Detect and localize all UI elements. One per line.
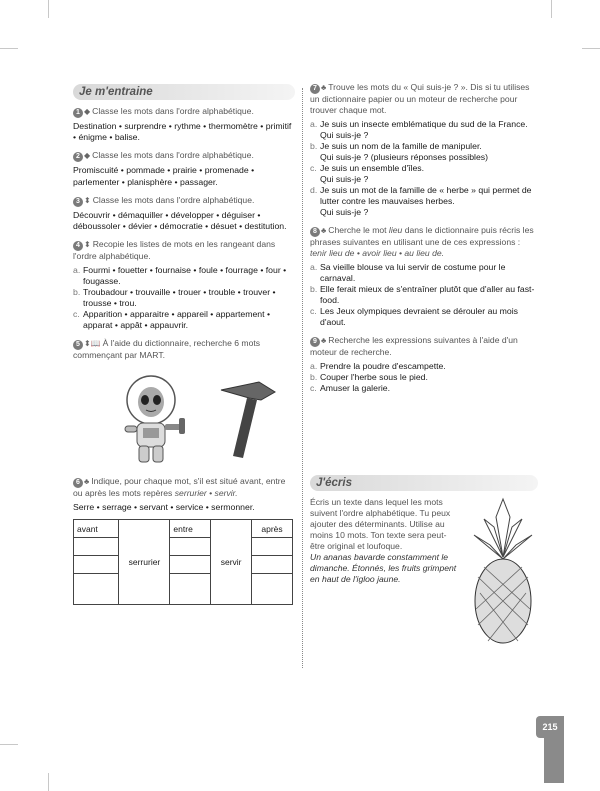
hammer-illustration	[213, 378, 283, 468]
section-banner: J'écris	[310, 475, 538, 491]
level-icon: ⬍	[84, 240, 91, 250]
exercise-number: 6	[73, 478, 83, 488]
item-question: Qui suis-je ?	[320, 174, 369, 184]
item-text: Je suis un mot de la famille de « herbe » qui permet de lutter contre les mauvaises herbes.	[320, 185, 532, 206]
jecris-section	[310, 475, 538, 585]
exercise-6	[73, 476, 295, 605]
item-text: Couper l'herbe sous le pied.	[320, 372, 428, 382]
table-cell[interactable]	[74, 556, 119, 574]
exercise-2	[73, 150, 295, 187]
item-letter: b.	[310, 372, 318, 382]
list-item	[310, 383, 538, 394]
section-banner: Je m'entraine	[73, 84, 295, 100]
table-cell[interactable]	[74, 574, 119, 605]
instruction: dans le dictionnaire puis récris les phrases suivantes en utilisant une de ces expressions :	[310, 225, 534, 247]
item-text: Elle ferait mieux de s'entraîner plutôt que d'aller au fast-food.	[320, 284, 535, 305]
word-list: Promiscuité • pommade • prairie • promenade • parlementer • planisphère • passager.	[73, 165, 255, 187]
instruction: Trouve les mots du « Qui suis-je ? ». Dis si tu utilises un dictionnaire papier ou un moteur de recherche pour trouver chaque mot.	[310, 82, 530, 115]
crop-mark	[582, 48, 600, 49]
item-letter: c.	[73, 309, 80, 320]
crop-mark	[0, 744, 18, 745]
exercise-9	[310, 335, 538, 394]
item-letter: b.	[73, 287, 81, 298]
page-number: 215	[536, 716, 564, 738]
instruction: À l'aide du dictionnaire, recherche 6 mots commençant par MART.	[73, 338, 261, 361]
table-header-avant: avant	[74, 520, 119, 538]
level-icon: ◆	[84, 151, 91, 161]
book-icon: ⬍📖	[84, 339, 101, 349]
exercise-number: 9	[310, 337, 320, 347]
table-word-serrurier: serrurier	[119, 520, 170, 605]
table-cell[interactable]	[170, 538, 211, 556]
item-text: Les Jeux olympiques devraient se dérouler au mois d'aout.	[320, 306, 518, 327]
crop-mark	[48, 0, 49, 18]
instruction: Classe les mots dans l'ordre alphabétique.	[92, 150, 254, 161]
column-separator	[302, 88, 303, 668]
list-item	[310, 284, 538, 306]
table-cell[interactable]	[252, 574, 293, 605]
exercise-7	[310, 82, 538, 218]
item-letter: a.	[73, 265, 81, 276]
exercise-number: 8	[310, 227, 320, 237]
pineapple-illustration	[466, 497, 540, 647]
item-text: Je suis un insecte emblématique du sud de la France.	[320, 119, 528, 129]
item-text: Fourmi • fouetter • fournaise • foule • fourrage • four • fougasse.	[83, 265, 287, 287]
item-text: Prendre la poudre d'escampette.	[320, 361, 446, 371]
item-text: Je suis un nom de la famille de manipuler.	[320, 141, 482, 151]
table-cell[interactable]	[252, 538, 293, 556]
item-text: Je suis un ensemble d'îles.	[320, 163, 425, 173]
writing-example: Un ananas bavarde constamment le dimanche. Étonnés, les fruits grimpent en haut de l'igloo jaune.	[310, 552, 457, 584]
list-item	[310, 119, 538, 141]
instruction: Cherche le mot	[328, 225, 387, 235]
exercise-1	[73, 106, 295, 143]
level-icon: ♣	[321, 83, 327, 92]
item-text: Apparition • apparaitre • appareil • appartement • apparat • appât • appauvrir.	[83, 309, 270, 331]
table-cell[interactable]	[170, 574, 211, 605]
level-icon: ⬍	[84, 195, 91, 205]
exercise-3	[73, 195, 295, 232]
table-header-entre: entre	[170, 520, 211, 538]
item-question: Qui suis-je ?	[320, 207, 369, 217]
list-item	[310, 372, 538, 383]
list-item	[73, 309, 295, 331]
instruction: Recopie les listes de mots en les rangeant dans l'ordre alphabétique.	[73, 239, 276, 262]
item-question: Qui suis-je ? (plusieurs réponses possibles)	[320, 152, 489, 162]
list-item	[310, 306, 538, 328]
exercise-number: 1	[73, 108, 83, 118]
word-list: Découvrir • démaquiller • développer • déguiser • déboussoler • dévier • démocratie • désuet • destitution.	[73, 209, 287, 232]
instruction-keyword: lieu	[388, 225, 403, 235]
instruction: Recherche les expressions suivantes à l'aide d'un moteur de recherche.	[310, 335, 518, 357]
item-letter: b.	[310, 141, 318, 151]
item-letter: a.	[310, 262, 318, 272]
item-letter: c.	[310, 306, 317, 316]
table-word-servir: servir	[211, 520, 252, 605]
list-item	[310, 361, 538, 372]
level-icon: ◆	[84, 107, 91, 116]
page-tab	[544, 738, 564, 783]
item-text: Sa vieille blouse va lui servir de costume pour le carnaval.	[320, 262, 506, 283]
item-letter: c.	[310, 383, 317, 393]
item-question: Qui suis-je ?	[320, 130, 369, 140]
list-item	[73, 265, 295, 287]
instruction-italic: serrurier • servir.	[174, 488, 238, 499]
exercise-number: 4	[73, 241, 83, 251]
table-cell[interactable]	[252, 556, 293, 574]
left-column	[73, 84, 295, 612]
item-letter: a.	[310, 361, 318, 371]
table-header-apres: après	[252, 520, 293, 538]
list-item	[310, 262, 538, 284]
table-cell[interactable]	[74, 538, 119, 556]
table-cell[interactable]	[170, 556, 211, 574]
word-list: Destination • surprendre • rythme • thermomètre • primitif • énigme • balise.	[73, 121, 292, 143]
list-item	[310, 141, 538, 163]
instruction: Classe les mots dans l'ordre alphabétique.	[92, 194, 255, 205]
item-text: Amuser la galerie.	[320, 383, 391, 393]
item-letter: c.	[310, 163, 317, 173]
crop-mark	[551, 0, 552, 18]
illustration-area	[73, 368, 295, 476]
exercise-number: 7	[310, 84, 320, 94]
writing-instruction: Écris un texte dans lequel les mots suivent l'ordre alphabétique. Tu peux ajouter des déterminants. Utilise au moins 10 mots. Ton texte sera peut-être original et loufoque.	[310, 497, 451, 551]
level-icon: ♣	[84, 477, 90, 487]
exercise-5	[73, 338, 295, 361]
instruction: Indique, pour chaque mot, s'il est situé avant, entre ou après les mots repères	[73, 476, 286, 499]
level-icon: ♣	[321, 226, 327, 235]
instruction-italic: tenir lieu de • avoir lieu • au lieu de.	[310, 248, 445, 258]
word-list: Serre • serrage • servant • service • sermonner.	[73, 502, 255, 513]
crop-mark	[48, 773, 49, 791]
level-icon: ♣	[321, 336, 327, 345]
exercise-number: 3	[73, 197, 83, 207]
exercise-8	[310, 225, 538, 328]
list-item	[310, 163, 538, 185]
item-letter: a.	[310, 119, 318, 129]
item-letter: d.	[310, 185, 318, 195]
exercise-number: 2	[73, 152, 83, 162]
list-item	[73, 287, 295, 309]
exercise-number: 5	[73, 340, 83, 350]
right-column	[310, 82, 538, 401]
item-letter: b.	[310, 284, 318, 294]
crop-mark	[0, 48, 18, 49]
alien-astronaut-illustration	[113, 370, 203, 470]
exercise-4	[73, 239, 295, 331]
list-item	[310, 185, 538, 218]
instruction: Classe les mots dans l'ordre alphabétique.	[92, 106, 254, 116]
classification-table	[73, 519, 293, 605]
item-text: Troubadour • trouvaille • trouer • trouble • trouver • trousse • trou.	[83, 287, 276, 309]
